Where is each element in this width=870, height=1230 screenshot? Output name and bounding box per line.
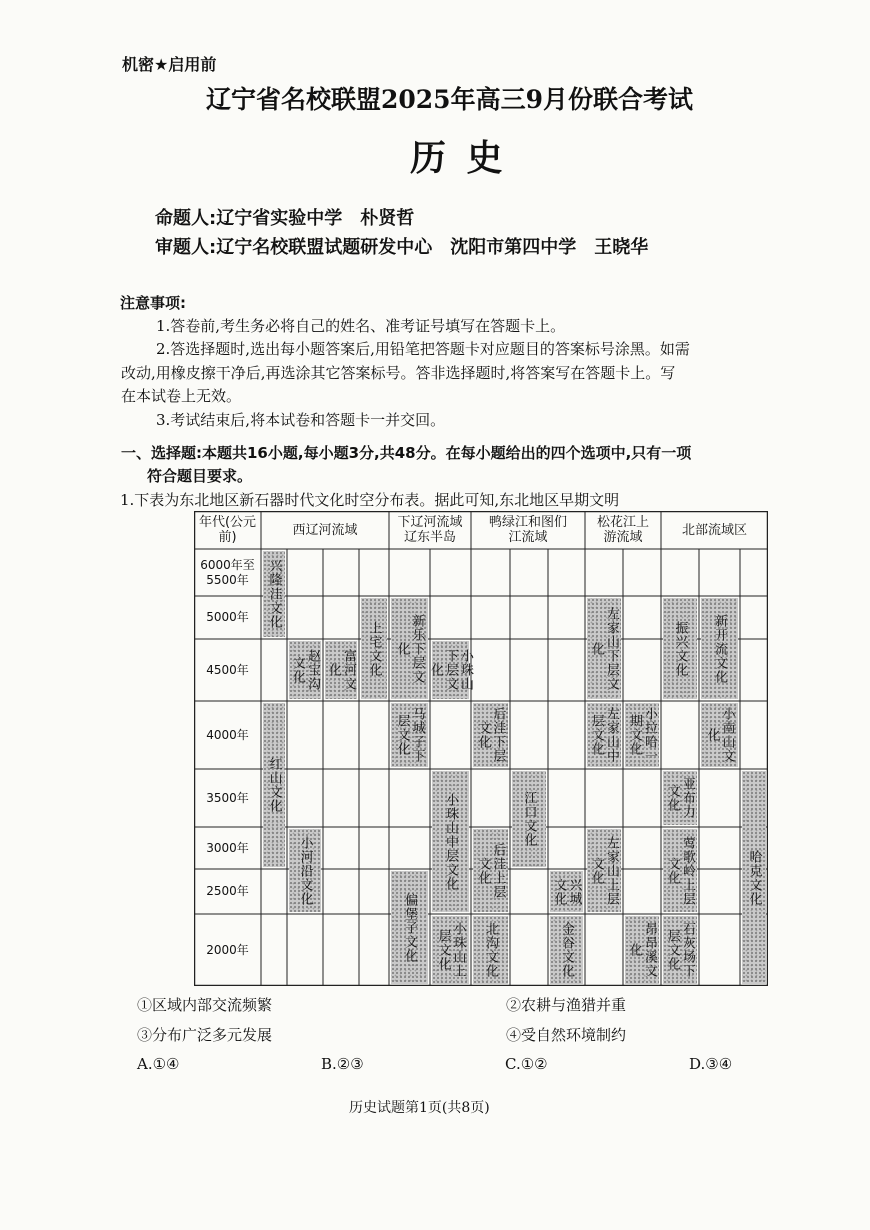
culture-cell-angangxi: 昂昂溪文化	[625, 916, 659, 984]
subject-title: 历 史	[410, 137, 507, 179]
statement-1: ①区域内部交流频繁	[137, 996, 273, 1014]
option-b[interactable]: B.②③	[321, 1055, 364, 1073]
secret-label: 机密★启用前	[122, 55, 217, 74]
year-label: 3000年	[206, 840, 249, 855]
culture-cell-hake: 哈克文化	[742, 771, 766, 984]
culture-cell-yabuli: 亚布力文化	[663, 771, 697, 825]
culture-cell-xingcheng: 兴城文化	[550, 871, 583, 912]
culture-cell-xinglongwa: 兴隆洼文化	[263, 551, 285, 637]
option-c[interactable]: C.①②	[505, 1055, 548, 1073]
culture-cell-xiaozhushan-lower: 小珠山下层文化	[432, 641, 469, 699]
region-header-xiliao: 西辽河流域	[292, 522, 358, 538]
culture-cell-zhenxing: 振兴文化	[663, 598, 697, 699]
culture-cell-jingu: 金谷文化	[550, 916, 583, 984]
note-2b: 改动,用橡皮擦干净后,再选涂其它答案标号。答非选择题时,将答案写在答题卡上。写	[121, 364, 676, 382]
statement-3: ③分布广泛多元发展	[137, 1026, 273, 1044]
statement-4: ④受自然环境制约	[506, 1026, 627, 1044]
section-1-line1: 一、选择题:本题共16小题,每小题3分,共48分。在每小题给出的四个选项中,只有一项	[121, 444, 692, 462]
notes-title: 注意事项:	[120, 294, 186, 312]
statement-2: ②农耕与渔猎并重	[506, 996, 627, 1014]
region-header-xialiao: 下辽河流域辽东半岛	[397, 515, 463, 545]
culture-cell-houwa-upper: 后洼上层文化	[473, 829, 508, 912]
culture-cell-fuhe: 富河文化	[325, 641, 357, 699]
year-label: 3500年	[206, 790, 249, 805]
exam-title: 辽宁省名校联盟2025年高三9月份联合考试	[206, 85, 693, 114]
culture-distribution-table	[194, 511, 768, 986]
note-3: 3.考试结束后,将本试卷和答题卡一并交回。	[156, 411, 446, 429]
option-d[interactable]: D.③④	[689, 1055, 733, 1073]
culture-cell-xinkailiu: 新开流文化	[701, 598, 738, 699]
culture-cell-xiaolaha: 小拉哈一期文化	[625, 703, 659, 767]
note-2c: 在本试卷上无效。	[121, 387, 242, 405]
note-1: 1.答卷前,考生务必将自己的姓名、准考证号填写在答题卡上。	[156, 317, 566, 335]
table-header-corner: 年代(公元前)	[198, 515, 257, 545]
culture-cell-zuojiashan-lower: 左家山下层文化	[587, 598, 621, 699]
culture-cell-shangzhai: 上宅文化	[361, 598, 387, 699]
culture-cell-jiangkou: 江口文化	[512, 771, 546, 867]
culture-cell-xiaoheyan: 小河沿文化	[289, 829, 321, 912]
culture-cell-machengzi: 马城子下层文化	[391, 703, 428, 767]
region-header-songhua: 松花江上游流域	[596, 515, 649, 545]
culture-cell-beigou: 北沟文化	[473, 916, 508, 984]
section-1-line2: 符合题目要求。	[147, 467, 253, 485]
culture-cell-hongshan: 红山文化	[263, 703, 285, 867]
region-header-yalu: 鸭绿江和图们江流域	[488, 515, 567, 545]
option-a[interactable]: A.①④	[137, 1055, 180, 1073]
year-label: 2000年	[206, 942, 249, 957]
culture-cell-xiaozhushan-upper: 小珠山上层文化	[432, 916, 469, 984]
year-label: 4500年	[206, 662, 249, 677]
year-label: 5000年	[206, 610, 249, 624]
year-label: 2500年	[206, 884, 249, 898]
question-1-stem: 1.下表为东北地区新石器时代文化时空分布表。据此可知,东北地区早期文明	[120, 491, 620, 509]
culture-cell-houwa-lower: 后洼下层文化	[473, 703, 508, 767]
culture-cell-xiaozhushan-middle: 小珠山中层文化	[432, 771, 469, 912]
note-2a: 2.答选择题时,选出每小题答案后,用铅笔把答题卡对应题目的答案标号涂黑。如需	[156, 340, 690, 358]
culture-cell-yinggeling: 莺歌岭上层文化	[663, 829, 697, 912]
reviewer-line: 审题人:辽宁名校联盟试题研发中心 沈阳市第四中学 王晓华	[155, 237, 649, 258]
culture-cell-pianbaozi: 偏堡子文化	[391, 871, 428, 984]
region-header-north: 北部流域区	[681, 522, 747, 538]
culture-cell-xinle: 新乐下层文化	[391, 598, 428, 699]
culture-cell-shihuichang: 石灰场下层文化	[663, 916, 697, 984]
culture-cell-zuojiashan-upper: 左家山上层文化	[587, 829, 621, 912]
culture-cell-zhaobaogou: 赵宝沟文化	[289, 641, 321, 699]
year-label: 6000年至5500年	[200, 557, 255, 587]
year-label: 4000年	[206, 727, 249, 742]
page-footer: 历史试题第1页(共8页)	[349, 1100, 490, 1116]
author-line: 命题人:辽宁省实验中学 朴贤哲	[155, 208, 415, 229]
culture-cell-xiaonanshan: 小南山文化	[701, 703, 738, 767]
culture-cell-zuojiashan-middle: 左家山中层文化	[587, 703, 621, 767]
